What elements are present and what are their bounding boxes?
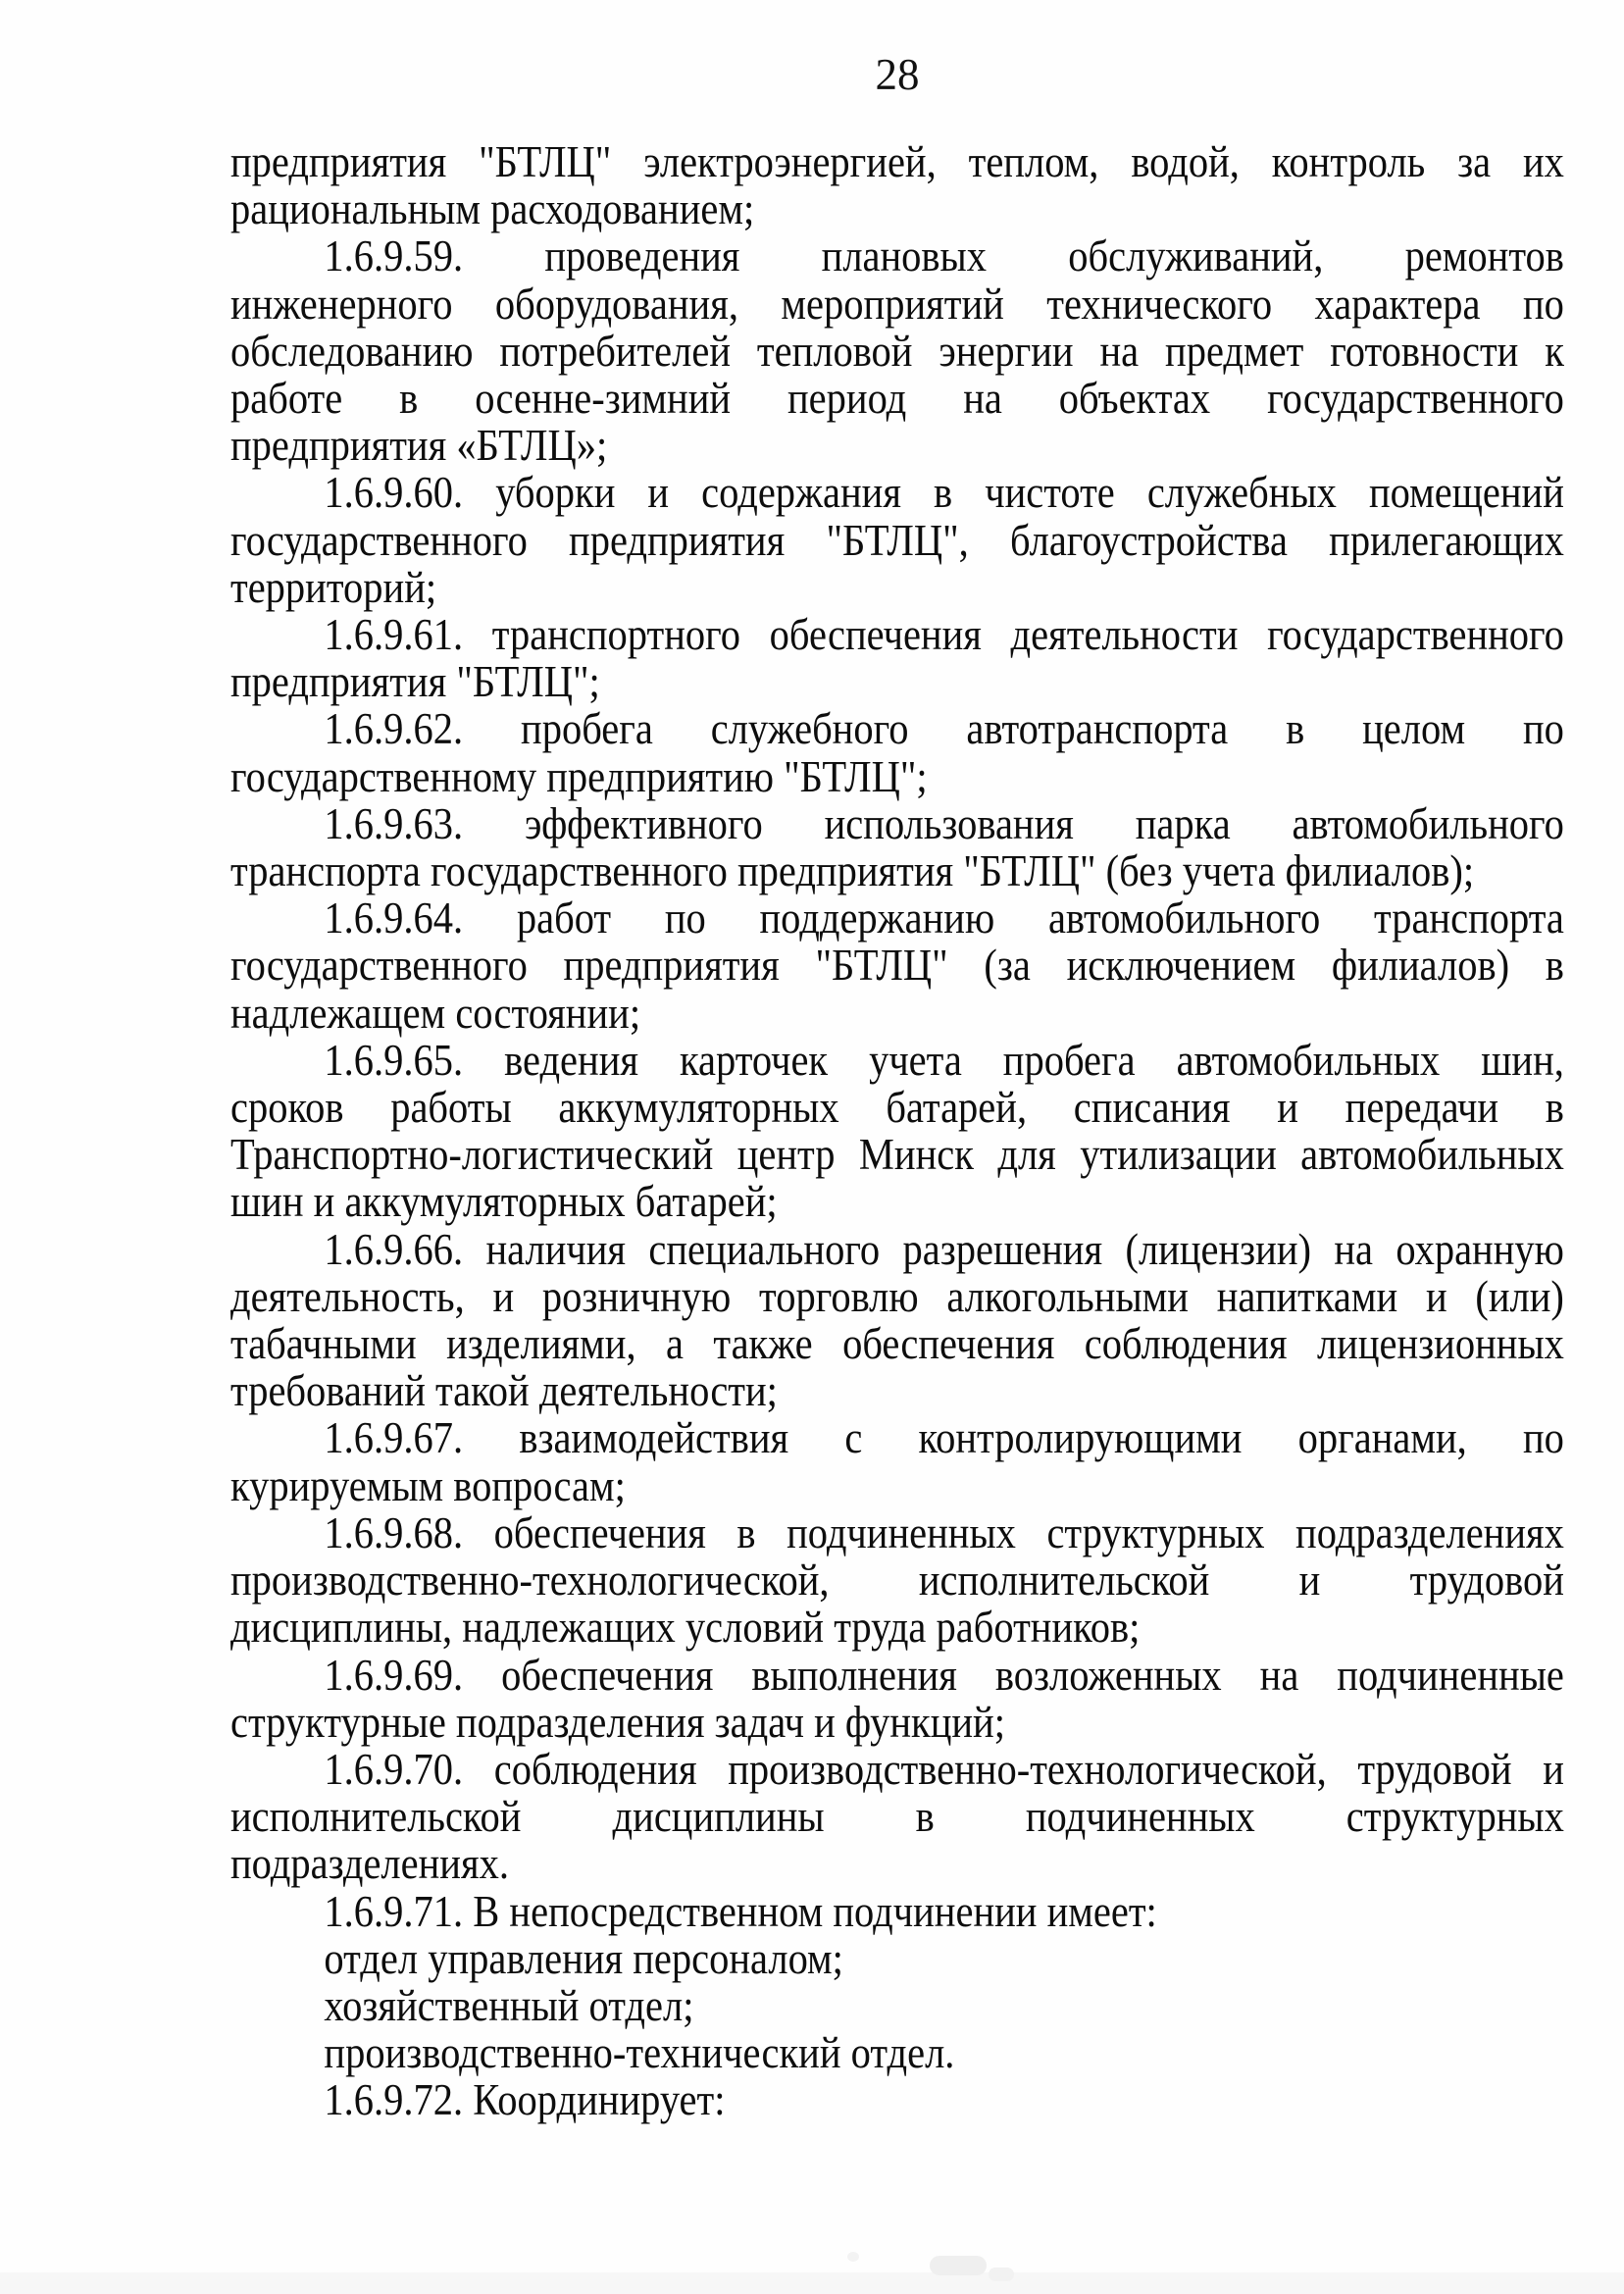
text-line: деятельность, и розничную торговлю алкогольными напитками и (или) [230,1271,1564,1321]
text-line: шин и аккумуляторных батарей; [230,1177,778,1227]
scan-smudge-artifact [989,2268,1014,2281]
paragraph [230,1226,1564,1415]
text-line: государственного предприятия "БТЛЦ" (за исключением филиалов) в [230,941,1564,991]
text-block [230,138,1564,2124]
text-line: Транспортно-логистический центр Минск для утилизации автомобильных [230,1130,1564,1180]
paragraph [230,2076,1564,2123]
text-line: 1.6.9.59. проведения плановых обслуживаний, ремонтов [324,231,1564,281]
text-line: 1.6.9.65. ведения карточек учета пробега автомобильных шин, [324,1035,1564,1085]
paragraph [230,1652,1564,1746]
text-line: 1.6.9.61. транспортного обеспечения деятельности государственного [324,610,1564,660]
paragraph [230,138,1564,232]
paragraph [230,1746,1564,1888]
paragraph [230,800,1564,894]
scan-smudge-artifact [930,2256,987,2275]
paragraph [230,705,1564,799]
text-line: 1.6.9.69. обеспечения выполнения возложенных на подчиненные [324,1650,1564,1700]
paragraph [230,894,1564,1037]
text-line: 1.6.9.66. наличия специального разрешения (лицензии) на охранную [324,1224,1564,1274]
paragraph [230,469,1564,611]
text-line: предприятия «БТЛЦ»; [230,421,608,471]
text-line: надлежащем состоянии; [230,988,641,1038]
text-line: 1.6.9.72. Координирует: [324,2075,726,2125]
scan-edge-artifact [0,2272,1624,2294]
paragraph [230,1414,1564,1508]
text-line: территорий; [230,562,437,612]
text-line: 1.6.9.67. взаимодействия с контролирующими органами, по [324,1413,1564,1463]
paragraph [230,2029,1564,2076]
text-line: 1.6.9.63. эффективного использования парка автомобильного [324,798,1564,848]
text-line: производственно-технологической, исполнительской и трудовой [230,1555,1564,1606]
paragraph [230,1037,1564,1226]
text-line: государственного предприятия "БТЛЦ", благоустройства прилегающих [230,515,1564,565]
text-line: подразделениях. [230,1839,509,1889]
paragraph [230,1935,1564,1982]
text-line: рациональным расходованием; [230,184,755,234]
text-line: 1.6.9.68. обеспечения в подчиненных структурных подразделениях [324,1507,1564,1557]
text-line: отдел управления персоналом; [324,1933,843,1983]
text-line: 1.6.9.70. соблюдения производственно-технологической, трудовой и [324,1744,1564,1794]
text-line: дисциплины, надлежащих условий труда работников; [230,1603,1141,1653]
text-line: структурные подразделения задач и функций; [230,1697,1005,1747]
text-line: табачными изделиями, а также обеспечения соблюдения лицензионных [230,1319,1564,1369]
text-line: предприятия "БТЛЦ" электроэнергией, теплом, водой, контроль за их [230,137,1564,186]
text-line: 1.6.9.64. работ по поддержанию автомобильного транспорта [324,893,1564,943]
text-line: государственному предприятию "БТЛЦ"; [230,751,928,801]
paragraph [230,611,1564,705]
text-line: 1.6.9.62. пробега служебного автотранспорта в целом по [324,704,1564,754]
paragraph [230,232,1564,469]
text-line: производственно-технический отдел. [324,2028,955,2078]
page-number: 28 [875,50,920,99]
text-line: исполнительской дисциплины в подчиненных структурных [230,1792,1564,1842]
paragraph [230,1982,1564,2029]
scan-dot-artifact [847,2252,859,2262]
text-line: требований такой деятельности; [230,1366,778,1416]
text-line: инженерного оборудования, мероприятий технического характера по [230,279,1564,329]
text-line: работе в осенне-зимний период на объектах государственного [230,374,1564,424]
text-line: хозяйственный отдел; [324,1980,694,2030]
paragraph [230,1509,1564,1652]
text-line: предприятия "БТЛЦ"; [230,657,600,707]
text-line: 1.6.9.71. В непосредственном подчинении имеет: [324,1886,1157,1936]
text-line: обследованию потребителей тепловой энергии на предмет готовности к [230,326,1564,376]
text-line: сроков работы аккумуляторных батарей, списания и передачи в [230,1083,1564,1133]
text-line: курируемым вопросам; [230,1460,626,1510]
paragraph [230,1888,1564,1935]
text-line: транспорта государственного предприятия "БТЛЦ" (без учета филиалов); [230,846,1475,896]
text-line: 1.6.9.60. уборки и содержания в чистоте служебных помещений [324,468,1564,518]
